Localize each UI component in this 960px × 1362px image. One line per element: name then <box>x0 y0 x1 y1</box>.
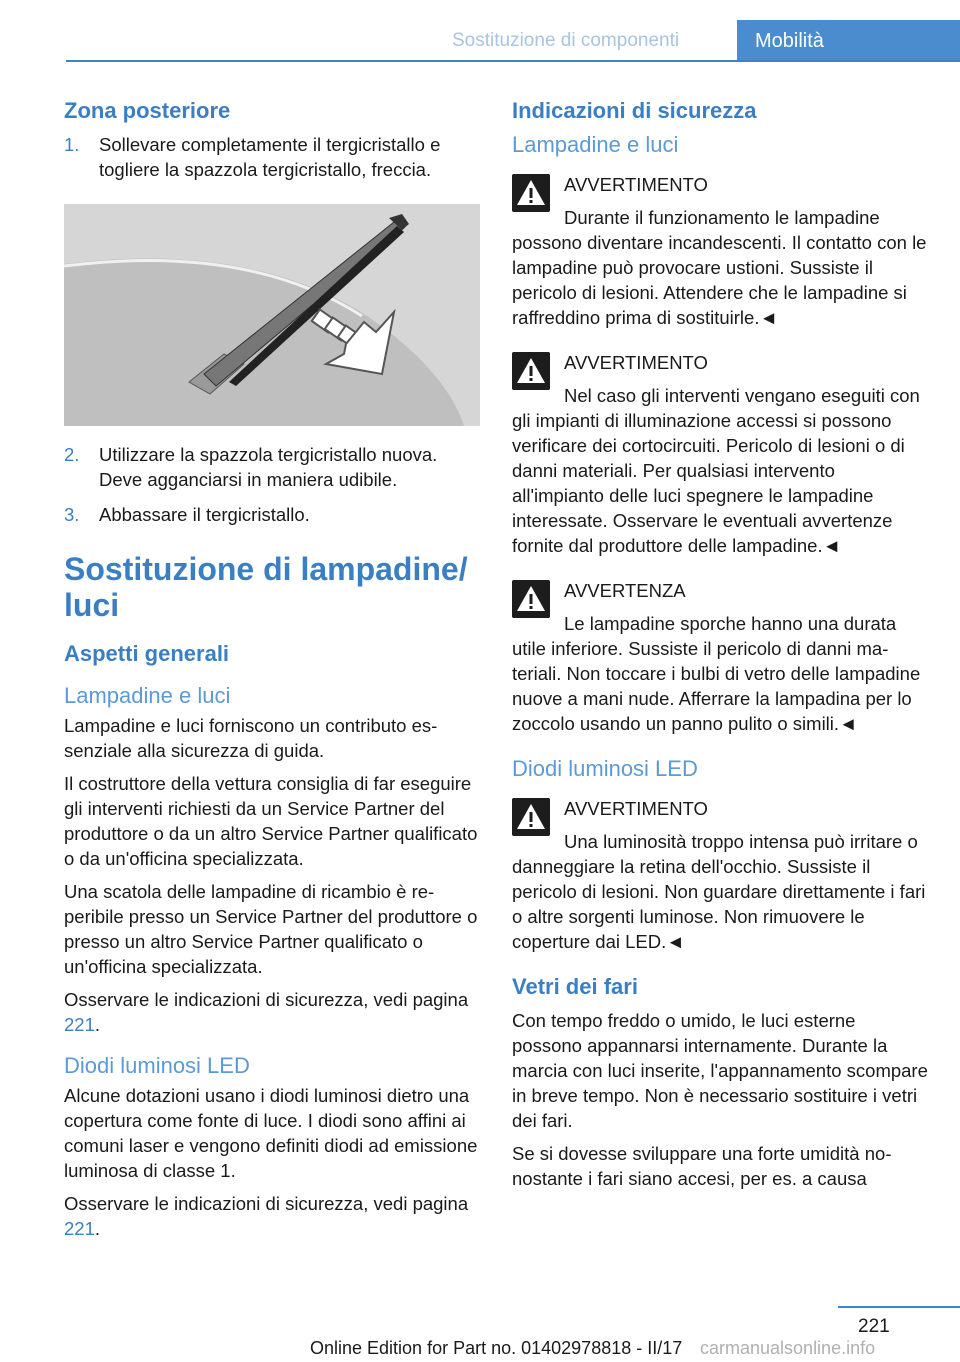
warning-heading: AVVERTIMENTO <box>564 174 708 195</box>
steps-list-1 <box>64 132 482 182</box>
notice-block <box>512 578 930 736</box>
step-item <box>64 132 482 182</box>
warning-heading: AVVERTIMENTO <box>564 352 708 373</box>
right-column <box>512 98 930 1199</box>
paragraph: Con tempo freddo o umido, le luci esterne possono appannarsi internamente. Durante la marcia con luci inserite, l'appannamento scompare in breve tempo. Non è necessario sostituire i vetri dei fari. <box>512 1010 928 1131</box>
notice-text: Le lampadine sporche hanno una durata utile inferiore. Sussiste il pericolo di danni materiali. Non toccare i bulbi di vetro delle lampadine nuove a mani nude. Afferrare la lampadina per lo zoccolo usando un panno pulito o simili.◄ <box>512 613 921 734</box>
header-chapter-tab: Mobilità <box>737 20 960 62</box>
warning-block <box>512 796 930 954</box>
wiper-drawing <box>64 204 480 426</box>
warning-block <box>512 350 930 558</box>
paragraph-end: . <box>94 1014 101 1035</box>
warning-triangle-icon <box>512 174 550 212</box>
paragraph-text: Osservare le indicazioni di sicurezza, vedi pagina <box>64 1193 469 1214</box>
paragraph: Alcune dotazioni usano i diodi luminosi dietro una copertura come fonte di luce. I diodi sono affini ai comuni laser e vengono definiti diodi ad emissione luminosa di classe 1. <box>64 1085 478 1181</box>
footer-rule <box>838 1306 960 1308</box>
step-number: 1. <box>64 134 80 155</box>
lamps-subtitle: Lampadine e luci <box>64 683 231 708</box>
warning-text: Nel caso gli interventi vengano eseguiti con gli impianti di illuminazione accessi si possono verificare dei cortocircuiti. Pericolo di lesioni o di danni materiali. Per qualsiasi intervento all'impianto delle luci spegnere le lampadine interessate. Osservare le eventuali avvertenze fornite dal produttore delle lampadine.◄ <box>512 385 920 556</box>
safety-section-title: Indicazioni di sicurezza <box>512 98 757 123</box>
edition-footer: Online Edition for Part no. 01402978818 - II/17 <box>310 1338 683 1358</box>
warning-heading: AVVERTIMENTO <box>564 798 708 819</box>
rear-section-title: Zona posteriore <box>64 98 231 123</box>
steps-list-2 <box>64 442 482 527</box>
header-section-title: Sostituzione di componenti <box>452 30 680 51</box>
page-header <box>0 0 960 64</box>
warning-text: Durante il funzionamento le lampadine possono diventare incandescenti. Il contatto con le lampadine può provocare ustioni. Sussiste il pericolo di lesioni. Attendere che le lampadine si raffreddino prima di sostituirle.◄ <box>512 207 927 328</box>
warning-triangle-icon <box>512 798 550 836</box>
warning-block <box>512 172 930 330</box>
paragraph-with-link <box>64 1191 482 1241</box>
step-number: 2. <box>64 444 80 465</box>
paragraph: Se si dovesse sviluppare una forte umidità nonostante i fari siano accesi, per es. a causa <box>512 1143 892 1189</box>
warning-text: Una luminosità troppo intensa può irritare o danneggiare la retina dell'occhio. Sussiste il pericolo di lesioni. Non guardare direttamente i fari o altre sorgenti luminose. Non rimuovere le coperture dai LED.◄ <box>512 831 926 952</box>
paragraph-end: . <box>94 1218 101 1239</box>
warning-triangle-icon <box>512 352 550 390</box>
step-item <box>64 442 482 492</box>
step-number: 3. <box>64 504 80 525</box>
left-column <box>64 98 482 1249</box>
page-reference-link[interactable]: 221 <box>64 1014 95 1035</box>
wiper-illustration <box>64 204 480 426</box>
step-text: Abbassare il tergicristallo. <box>99 504 310 525</box>
paragraph-text: Osservare le indicazioni di sicurezza, vedi pagina <box>64 989 469 1010</box>
page-number: 221 <box>858 1316 890 1337</box>
led-safety-subtitle: Diodi luminosi LED <box>512 756 698 781</box>
step-text: Utilizzare la spazzola tergicristallo nuova. Deve agganciarsi in maniera udibile. <box>99 444 438 490</box>
step-item <box>64 502 482 527</box>
page-reference-link[interactable]: 221 <box>64 1218 95 1239</box>
paragraph: Il costruttore della vettura consiglia di far eseguire gli interventi richiesti da un Service Partner del produttore o da un altro Service Partner qualificato o da un'officina specializzata. <box>64 773 478 869</box>
headlight-glass-title: Vetri dei fari <box>512 974 638 999</box>
paragraph: Lampadine e luci forniscono un contributo essenziale alla sicurezza di guida. <box>64 715 438 761</box>
header-rule <box>66 60 960 62</box>
step-text: Sollevare completamente il tergicristallo e togliere la spazzola tergicristallo, freccia. <box>99 134 441 180</box>
notice-heading: AVVERTENZA <box>564 580 686 601</box>
warning-triangle-icon <box>512 580 550 618</box>
led-subtitle: Diodi luminosi LED <box>64 1053 250 1078</box>
main-section-title: Sostituzione di lampadine/ luci <box>64 551 468 623</box>
general-subtitle: Aspetti generali <box>64 641 230 666</box>
paragraph: Una scatola delle lampadine di ricambio è reperibile presso un Service Partner del produttore o presso un altro Service Partner qualificato o un'officina specializzata. <box>64 881 478 977</box>
watermark-text: carmanualsonline.info <box>700 1338 876 1358</box>
paragraph-with-link <box>64 987 482 1037</box>
lamps-safety-subtitle: Lampadine e luci <box>512 132 679 157</box>
